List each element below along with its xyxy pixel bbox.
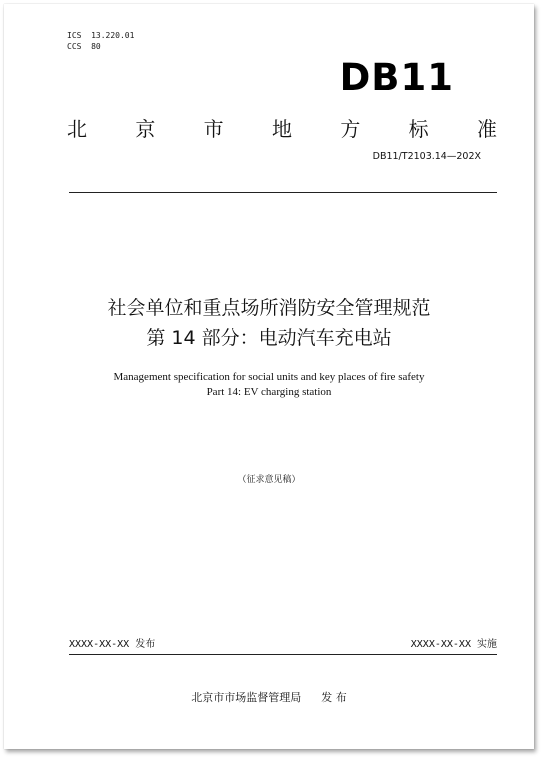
standard-type-char: 地 [271, 117, 292, 141]
title-cn-line1: 社会单位和重点场所消防安全管理规范 [107, 297, 431, 319]
publish-date: XXXX-XX-XX 发布 [69, 639, 156, 650]
classification-codes [67, 30, 134, 52]
standard-type-char: 准 [476, 117, 497, 141]
db11-logo: DB11 [339, 56, 454, 99]
standard-type-char: 京 [135, 117, 156, 141]
document-page [4, 4, 534, 749]
title-en-line1: Management specification for social units and key places of fire safety [113, 371, 425, 383]
title-cn-line2: 第 14 部分：电动汽车充电站 [146, 327, 392, 349]
ccs-code: CCS 80 [67, 42, 101, 51]
footer-divider [69, 654, 497, 655]
standard-type-char: 市 [203, 117, 224, 141]
issuer-name: 北京市市场监督管理局 [191, 691, 302, 704]
standard-number: DB11/T2103.14—202X [372, 151, 481, 162]
issuer-action: 发 布 [321, 691, 347, 704]
standard-type-char: 标 [408, 117, 429, 141]
header-divider [69, 192, 497, 193]
standard-type-char: 方 [340, 117, 361, 141]
issuer-line [4, 689, 534, 705]
implement-date: XXXX-XX-XX 实施 [410, 639, 497, 650]
standard-type-char: 北 [67, 117, 87, 141]
standard-type-title [67, 116, 497, 142]
draft-note: （征求意见稿） [237, 475, 301, 485]
title-en-line2: Part 14: EV charging station [206, 386, 332, 398]
ics-code: ICS 13.220.01 [67, 31, 135, 40]
